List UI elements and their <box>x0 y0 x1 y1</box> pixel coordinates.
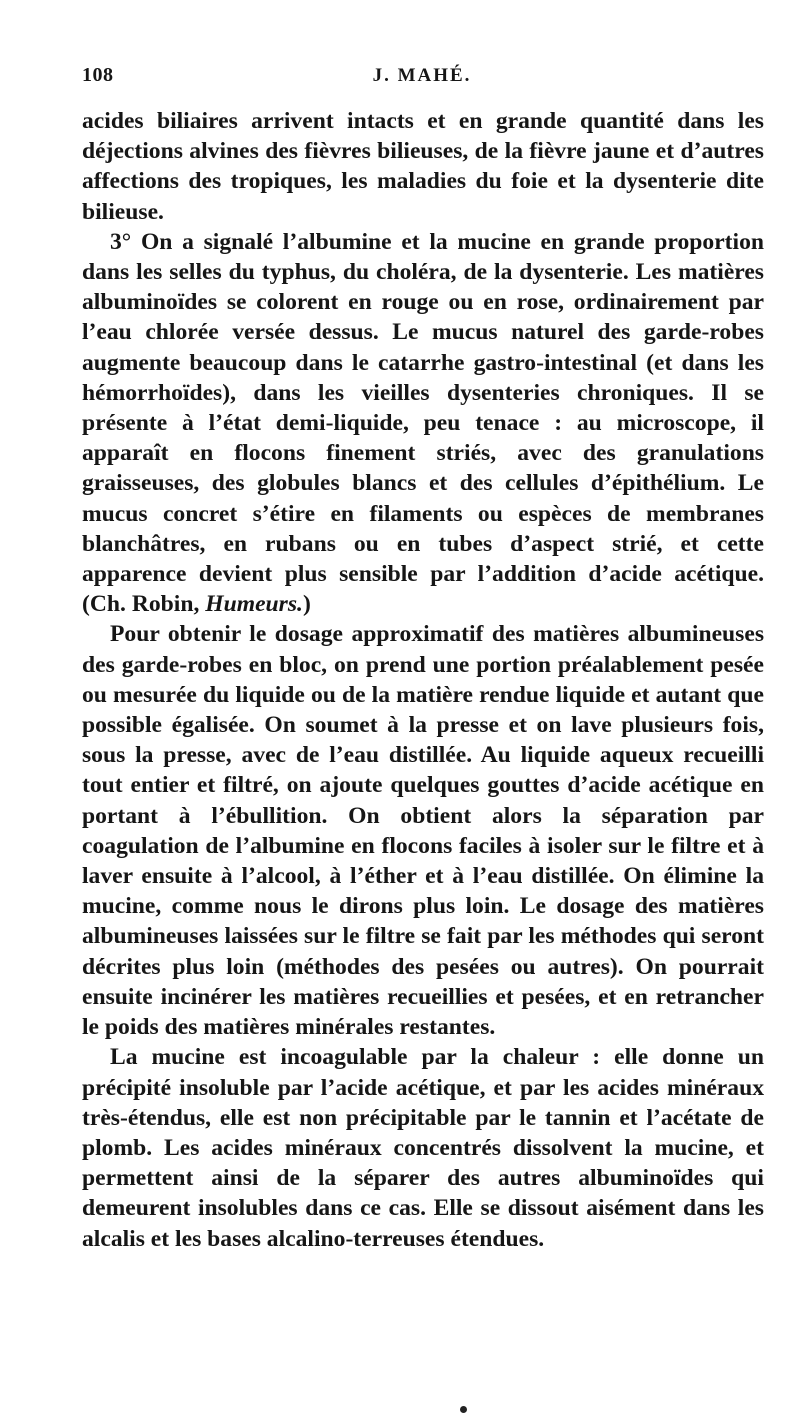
page-number: 108 <box>82 64 114 86</box>
paragraph-2-text: 3° On a signalé l’albumine et la mucine en grande proportion dans les selles du typhus, du choléra, de la dysenterie. Les matières albuminoïdes se colorent en rouge ou en rose, ordinairement par l’eau chlorée versée dessus. Le mucus naturel des garde-robes augmente beaucoup dans le catarrhe gastro-intestinal (et dans les hémorrhoïdes), dans les vieilles dysenteries chroniques. Il se présente à l’état demi-liquide, peu tenace : au microscope, il apparaît en flocons finement striés, avec des granulations graisseuses, des globules blancs et des cellules d’épithélium. Le mucus concret s’étire en filaments ou espèces de membranes blanchâtres, en rubans ou en tubes d’aspect strié, et cette apparence devient plus sensible par l’addition d’acide acétique. (Ch. Robin, <box>82 228 764 618</box>
paragraph-1: acides biliaires arrivent intacts et en grande quantité dans les déjections alvines des fièvres bilieuses, de la fièvre jaune et d’autres affections des tropiques, les maladies du foie et la dysenterie dite bilieuse. <box>82 108 764 225</box>
print-mark-dot <box>460 1406 467 1413</box>
paragraph-4: La mucine est incoagulable par la chaleur : elle donne un précipité insoluble par l’acide acétique, et par les acides minéraux très-étendus, elle est non précipitable par le tannin et l’acétate de plomb. Les acides minéraux concentrés dissolvent la mucine, et permettent ainsi de la séparer des autres albuminoïdes qui demeurent insolubles dans ce cas. Elle se dissout aisément dans les alcalis et les bases alcalino-terreuses étendues. <box>82 1044 764 1252</box>
citation-close: ) <box>302 591 311 618</box>
paragraph-3: Pour obtenir le dosage approximatif des matières albumineuses des garde-robes en bloc, on prend une portion préalablement pesée ou mesurée du liquide ou de la matière rendue liquide et autant que possible égalisée. On soumet à la presse et on lave plusieurs fois, sous la presse, avec de l’eau distillée. Au liquide aqueux recueilli tout entier et filtré, on ajoute quelques gouttes d’acide acétique en portant à l’ébullition. On obtient alors la séparation par coagulation de l’albumine en flocons faciles à isoler sur le filtre et à laver ensuite à l’alcool, à l’éther et à l’eau distillée. On élimine la mucine, comme nous le dirons plus loin. Le dosage des matières albumineuses laissées sur le filtre se fait par les méthodes qui seront décrites plus loin (méthodes des pesées ou autres). On pourrait ensuite incinérer les matières recueillies et pesées, et en retrancher le poids des matières minérales restantes. <box>82 621 764 1041</box>
page-header <box>82 64 762 94</box>
citation-italic: Humeurs. <box>205 591 303 618</box>
body-text <box>82 106 764 1254</box>
running-title: J. MAHÉ. <box>372 65 472 86</box>
paragraph-2 <box>82 227 764 620</box>
